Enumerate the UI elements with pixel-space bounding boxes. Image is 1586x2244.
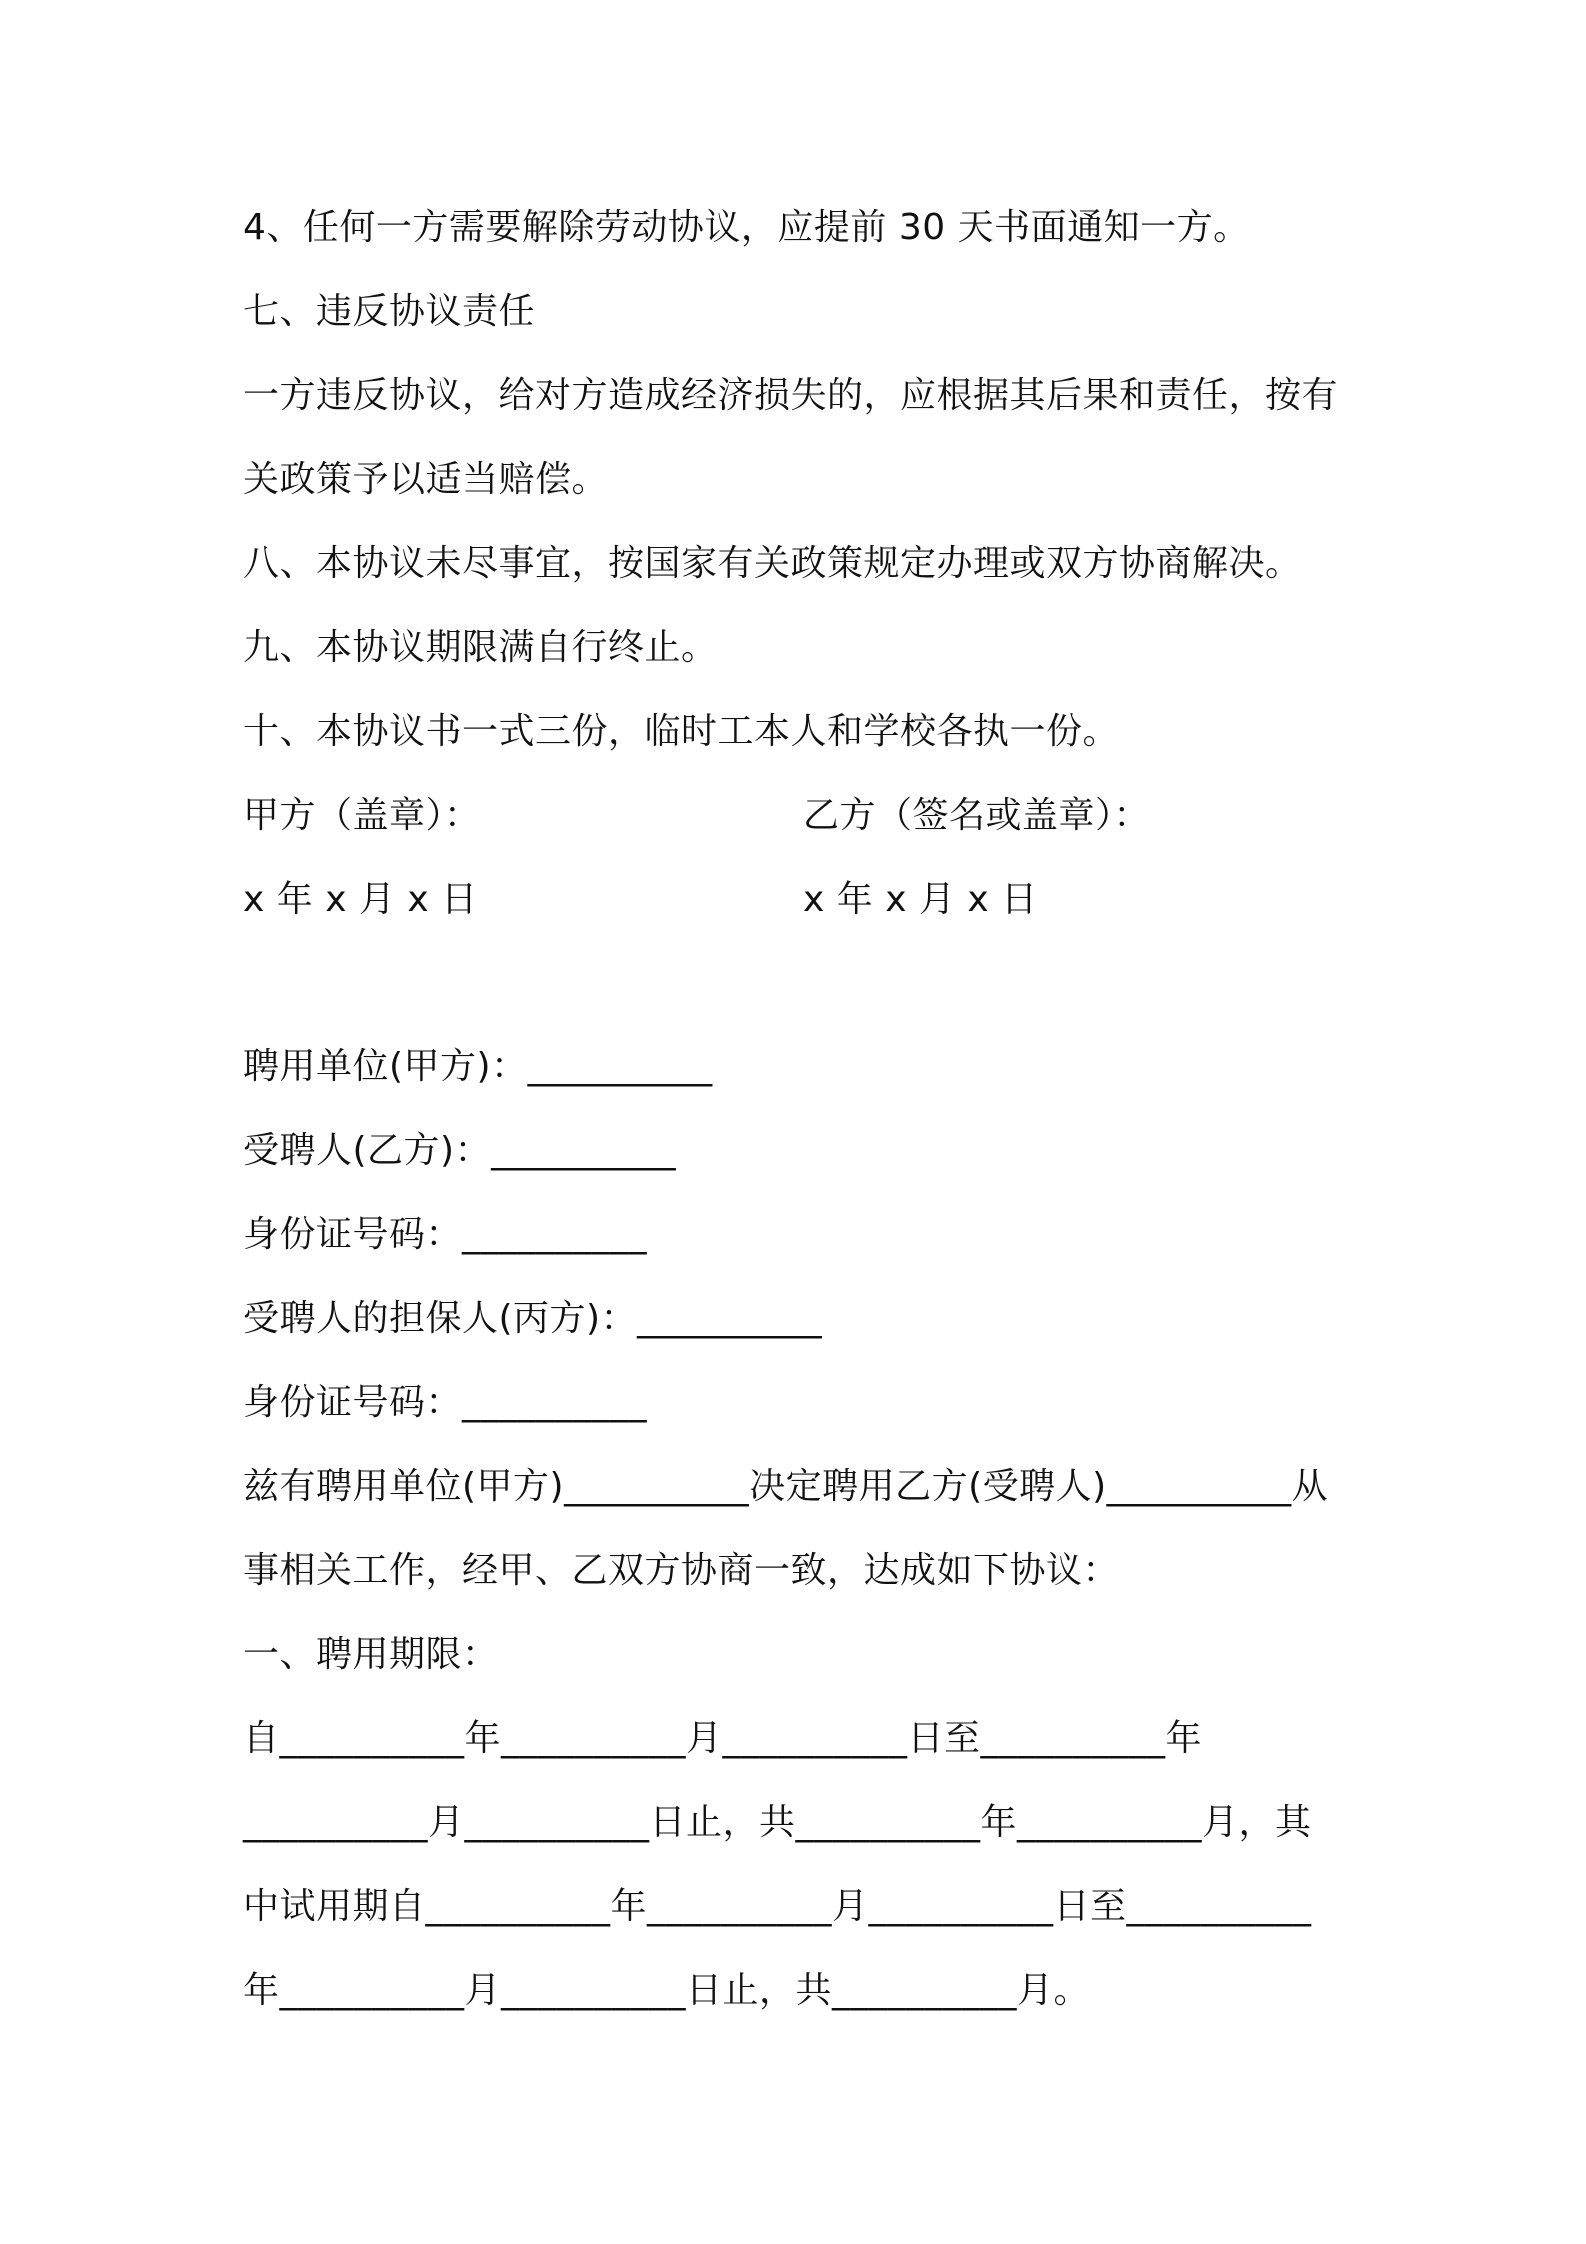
term-line-1: 自__________年__________月__________日至__________年 [243,1718,1203,1759]
section-8-text: 八、本协议未尽事宜，按国家有关政策规定办理或双方协商解决。 [243,543,1302,584]
section-10-text: 十、本协议书一式三份，临时工本人和学校各执一份。 [243,711,1120,752]
term-line-2: __________月__________日止，共__________年__________月，其 [243,1802,1312,1843]
section-7-text-line-2: 关政策予以适当赔偿。 [243,459,609,500]
party-b-date: x 年 x 月 x 日 [803,879,1038,920]
employee-field: 受聘人(乙方)：__________ [243,1130,677,1171]
party-a-date: x 年 x 月 x 日 [243,879,478,920]
guarantor-id-field: 身份证号码：__________ [243,1382,648,1423]
section-7-text-line-1: 一方违反协议，给对方造成经济损失的，应根据其后果和责任，按有 [243,375,1339,416]
clause-4-text: 4、任何一方需要解除劳动协议，应提前 30 天书面通知一方。 [243,207,1250,248]
agreement-intro-line-1: 兹有聘用单位(甲方)__________决定聘用乙方(受聘人)__________从 [243,1466,1329,1507]
section-9-text: 九、本协议期限满自行终止。 [243,627,718,668]
probation-line-2: 年__________月__________日止，共__________月。 [243,1970,1091,2011]
guarantor-field: 受聘人的担保人(丙方)：__________ [243,1298,823,1339]
term-heading: 一、聘用期限： [243,1634,499,1675]
party-a-signature-label: 甲方（盖章）： [243,795,481,836]
employer-field: 聘用单位(甲方)：__________ [243,1046,713,1087]
party-b-signature-label: 乙方（签名或盖章）： [803,795,1151,836]
employee-id-field: 身份证号码：__________ [243,1214,648,1255]
section-7-heading: 七、违反协议责任 [243,291,536,332]
agreement-intro-line-2: 事相关工作，经甲、乙双方协商一致，达成如下协议： [243,1550,1120,1591]
probation-line-1: 中试用期自__________年__________月__________日至__________ [243,1886,1312,1927]
